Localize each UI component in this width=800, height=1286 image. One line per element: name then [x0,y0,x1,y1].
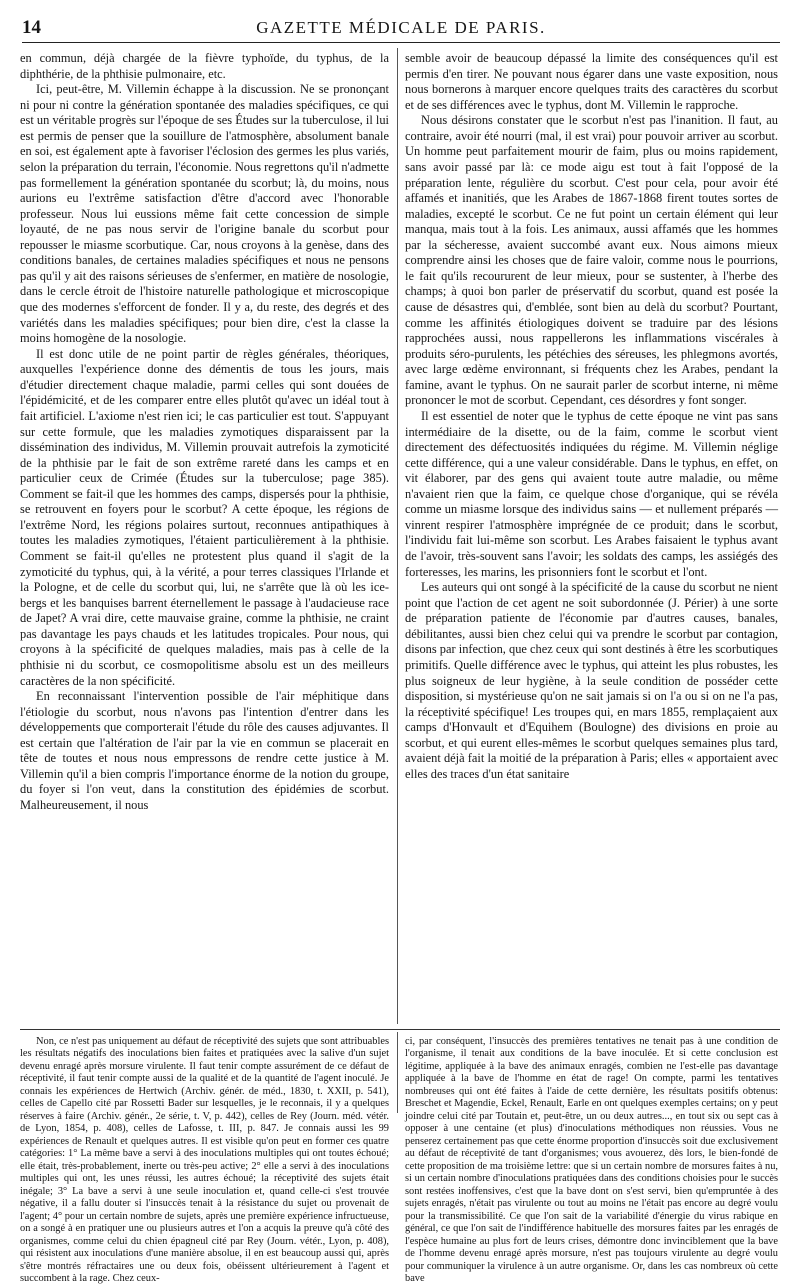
page-header [22,12,780,43]
paragraph: Non, ce n'est pas uniquement au défaut de réceptivité des sujets que sont attribuables les résultats négatifs des inoculations bien faites et pratiquées avec la salive d'un sujet devenu enragé après morsure virulente. Il faut tenir compte assurément de ce défaut de réceptivité, il faut tenir compte aussi de la qualité et de la quantité de l'agent inoculé. Je connais les expériences de Hertwich (Archiv. génér. de méd., 1830, t. XXII, p. 541), celles de Capello cité par Rossetti Bader sur lesquelles, je le reconnais, il y a quelques réserves à faire (Archiv. génér., 2e série, t. V, p. 442), celles de Rey (Journ. méd. vétér. de Lyon, 1854, p. 408), celles de Lafosse, t. III, p. 847. Je connais aussi les 99 expériences de Renault et quelques autres. Il est visible qu'on peut en former ces quatre catégories: 1° La même bave a servi à des inoculations multiples qui ont toutes échoué; elle était, très-probablement, inerte ou très-peu active; 2° elle a servi à des inoculations multiples qui ont, les unes réussi, les autres échoué; la réceptivité des sujets était inégale; 3° La bave a servi à une seule inoculation et, quand celle-ci s'est trouvée négative, il a fallu douter si l'insuccès tenait à la résistance du sujet ou provenait de l'agent; 4° pour un certain nombre de sujets, après une première expérience infructueuse, on a songé à en pratiquer une ou plusieurs autres et l'on a acquis la preuve qu'à côté des organismes, comme celui du chien épagneul cité par Rey (Journ. vétér., Lyon, p. 408), qui résistent aux inoculations d'une manière absolue, il en est beaucoup aussi qui, après s'être montrés réfractaires une ou deux fois, obéissent ultérieurement à l'agent et succombent à la rage. Chez ceux- [20,1036,389,1285]
paragraph: Il est donc utile de ne point partir de règles générales, théoriques, auxquelles l'expérience donne des démentis de tous les jours, mais d'étudier directement chaque maladie, parmi celles qui sont douées de l'épidémicité, et de les comparer entre elles plutôt qu'avec un idéal tout à fait artificiel. L'axiome n'est rien ici; le cas particulier est tout. S'appuyant sur cette formule, que les maladies zymotiques disparaissent par la dissémination des individus, M. Villemin prouvait autrefois la zymoticité de la phthisie par le fait de son extrême rareté dans les camps et en particulier ceux de Crimée (Études sur la tuberculose; page 385). Comment se fait-il que les hommes des camps, dispersés pour la phthisie, se retrouvent en foyers pour le scorbut? A cette époque, les régions de l'extrême Nord, les régions polaires surtout, reconnues antipathiques à toutes les maladies zymotiques, l'étaient particulièrement à la phthisie. Comment se fait-il qu'elles ne protestent plus quand il s'agit de la zymoticité du typhus, qui, à la vérité, a pour terres classiques l'Irlande et la Pologne, et de celle du scorbut qui, lui, ne s'arrête que là où les ice-bergs et les banquises barrent éternellement le passage à l'audacieuse race de Japet? A vrai dire, cette mauvaise graine, comme la phthisie, ne craint pas davantage les pays chauds et les latitudes tropicales. Pour nous, qui croyons à la spécificité de quelques maladies, mais pas à celle de la phthisie ni du scorbut, ce cosmopolitisme absolu est un des meilleurs caractères de la non spécificité. [20,346,389,688]
column-divider [397,48,398,1024]
article-column-right [405,51,778,1025]
footnote-column-left [20,1036,389,1285]
paragraph: ci, par conséquent, l'insuccès des premières tentatives ne tenait pas à une condition de l'organisme, il tenait aux conditions de la bave inoculée. Et si cette conclusion est légitime, appliquée à la bave des animaux enragés, combien ne l'est-elle pas davantage appliquée à la bave de l'homme en état de rage! On compte, parmi les tentatives nombreuses qui ont été faites à l'aide de cette dernière, les résultats positifs obtenus: Breschet et Magendie, Eckel, Renault, Earle en ont quelques exemples certains; on y peut joindre celui cité par Toutain et, peut-être, un ou deux autres..., en tout six ou sept cas à opposer à une centaine (et plus) d'inoculations méthodiques non réussies. Vous ne penserez certainement pas que cette énorme proportion d'insuccès soit due exclusivement au défaut de réceptivité de tant d'organismes; vous avouerez, dès lors, le bien-fondé de cette proposition de ma troisième lettre: que si un certain nombre de morsures faites à nu, si un certain nombre d'inoculations pratiquées dans des conditions choisies pour le succès sont restées inoffensives, c'est que la bave dont on s'est servi, bien qu'empruntée à des sujets enragés, n'était pas virulente ou tout au moins ne l'était pas encore au degré voulu pour la transmissibilité. Ce que l'on sait de la variabilité d'énergie du virus rabique en général, ce que l'on sait de l'indifférence habituelle des morsures faites par les enragés de l'espèce humaine au plus fort de leurs crises, démontre donc invinciblement que la bave de l'homme devenu enragé après morsure, n'est pas toujours virulente au degré voulu pour communiquer la virulence à un autre organisme. Or, dans les cas nombreux où cette bave [405,1036,778,1285]
journal-title: GAZETTE MÉDICALE DE PARIS. [256,18,546,37]
paragraph: Ici, peut-être, M. Villemin échappe à la discussion. Ne se prononçant ni pour ni contre la génération spontanée des maladies spécifiques, ce qui est un véritable progrès sur l'époque de ses Études sur la tuberculose, il lui est permis de penser que la souillure de l'atmosphère, absolument banale en soi, est également apte à favoriser l'éclosion des germes les plus variés, selon la préparation du terrain, l'économie. Nous regrettons qu'il n'admette pas formellement la génération spontanée du scorbut; là, du moins, nous aurions eu l'extrême satisfaction d'être d'accord avec l'honorable professeur. Nous lui eussions même fait cette concession de simple loyauté, de ne pas nous servir de l'origine banale du scorbut pour repousser le miasme scorbutique. Car, nous croyons à la genèse, dans des conditions banales, de certaines maladies spécifiques et nous ne pensons pas qu'il y ait des raisons sérieuses de s'enfermer, en matière de nosologie, dans le cercle étroit de l'histoire naturelle pathologique et microscopique que des modernes s'efforcent de fonder. Il y a, du reste, des degrés et des variétés dans les maladies spécifiques; pour bien dire, c'est la classe la moins homogène de la nosologie. [20,82,390,346]
paragraph: semble avoir de beaucoup dépassé la limite des conséquences qu'il est permis d'en tirer. Ne pouvant nous égarer dans une vaste exposition, nous nous bornerons à marquer encore quelques traits des caractères du scorbut et de ses différences avec le typhus, dont M. Villemin le rapproche. [405,51,778,112]
page-number: 14 [22,17,41,38]
footnote-column-right [405,1036,778,1285]
paragraph: En reconnaissant l'intervention possible de l'air méphitique dans l'étiologie du scorbut, nous n'avons pas l'intention d'entrer dans les développements que comporterait l'étude du rôle des causes adjuvantes. Il est certain que l'altération de l'air par la vie en commun se placerait en tête de toutes et nous nous empressons de rendre cette justice à M. Villemin qu'il a bien compris l'importance énorme de la notion du groupe, du foyer si l'on veut, dans la constitution des épidémies de scorbut. Malheureusement, il nous [20,689,389,812]
paragraph: Il est essentiel de noter que le typhus de cette époque ne vint pas sans intermédiaire de la disette, ou de la faim, comme le scorbut vient directement des défectuosités indiquées du régime. M. Villemin néglige cette différence, qui a une valeur considérable. Dans le typhus, en effet, on vit élaborer, par des gens qui avaient toute autre maladie, ou même n'avaient rien que la faim, ce quelque chose d'organique, qui se révéla comme un miasme lorsque des individus sains — et nullement préparés — vinrent respirer l'atmosphère imprégnée de ce produit; dans le scorbut, l'individu fait lui-même son scorbut. Les Arabes faisaient le typhus avant de l'avoir, très-souvent sans l'avoir; les soldats des camps, les assiégés des forteresses, les marins, les prisonniers font le scorbut et l'ont. [405,408,778,579]
paragraph: Nous désirons constater que le scorbut n'est pas l'inanition. Il faut, au contraire, avoir été nourri (mal, il est vrai) pour pouvoir arriver au scorbut. Un homme peut parfaitement mourir de faim, plus ou moins rapidement, sans avoir passé par là: ce mode aigu est tout à fait l'opposé de la préparation lente, régulière du scorbut. C'est pour cela, pour avoir été affamés et inanitiés, que les Arabes de 1867-1868 firent toutes sortes de maladies, excepté le scorbut. Ce ne fut point un certain élément qui leur manqua, mais tout à la fois. Les animaux, aussi affamés que les hommes par la sécheresse, avaient succombé avant eux. Nous aimons mieux comprendre ainsi les choses que de faire valoir, comme nous le pourrions, le fait qu'ils recoururent de leur mieux, pour se sustenter, à l'herbe des champs; à quoi bon parler de préservatif du scorbut, quand est posée la cause de désastres qui, d'emblée, sont bien au delà du scorbut? Pourtant, comme les affinités étiologiques doivent se traduire par des lésions rapprochées aussi, nous rappellerons les inflammations viscérales à produits séro-purulents, les pétéchies des séreuses, les phlegmons avortés, avec large œdème environnant, si fréquents chez les Arabes, pendant la famine, avant le typhus. On ne saurait parler de scorbut interne, ni même prononcer le mot de scorbut. Cependant, ces désordres y font songer. [405,113,778,408]
paragraph: en commun, déjà chargée de la fièvre typhoïde, du typhus, de la diphthérie, de la phthisie pulmonaire, etc. [20,51,389,81]
article-column-left [20,51,389,1025]
section-divider [20,1029,780,1030]
paragraph: Les auteurs qui ont songé à la spécificité de la cause du scorbut ne nient point que l'action de cet agent ne soit subordonnée (J. Périer) à une sorte de préparation patiente de l'économie par d'autres causes, banales, débilitantes, aussi bien chez celui qui va prendre le scorbut par contagion, disons par infection, que chez ceux qui sont destinés à être les scorbutiques primitifs. Quelle différence avec le typhus, qui atteint les plus robustes, les plus soigneux de leur hygiène, à la seule condition de posséder cette disposition, si mystérieuse qu'on ne sait jamais si on l'a ou si on ne l'a pas, la réceptivité spécifique! Les troupes qui, en mars 1855, remplaçaient aux camps d'Honvault et d'Equihem (Boulogne) des divisions en proie au scorbut, et qui eurent elles-mêmes le scorbut quelques semaines plus tard, avaient déjà fait la moitié de la préparation à Paris; elles « apportaient avec elles des traces d'un état sanitaire [405,580,778,781]
column-divider [397,1032,398,1113]
